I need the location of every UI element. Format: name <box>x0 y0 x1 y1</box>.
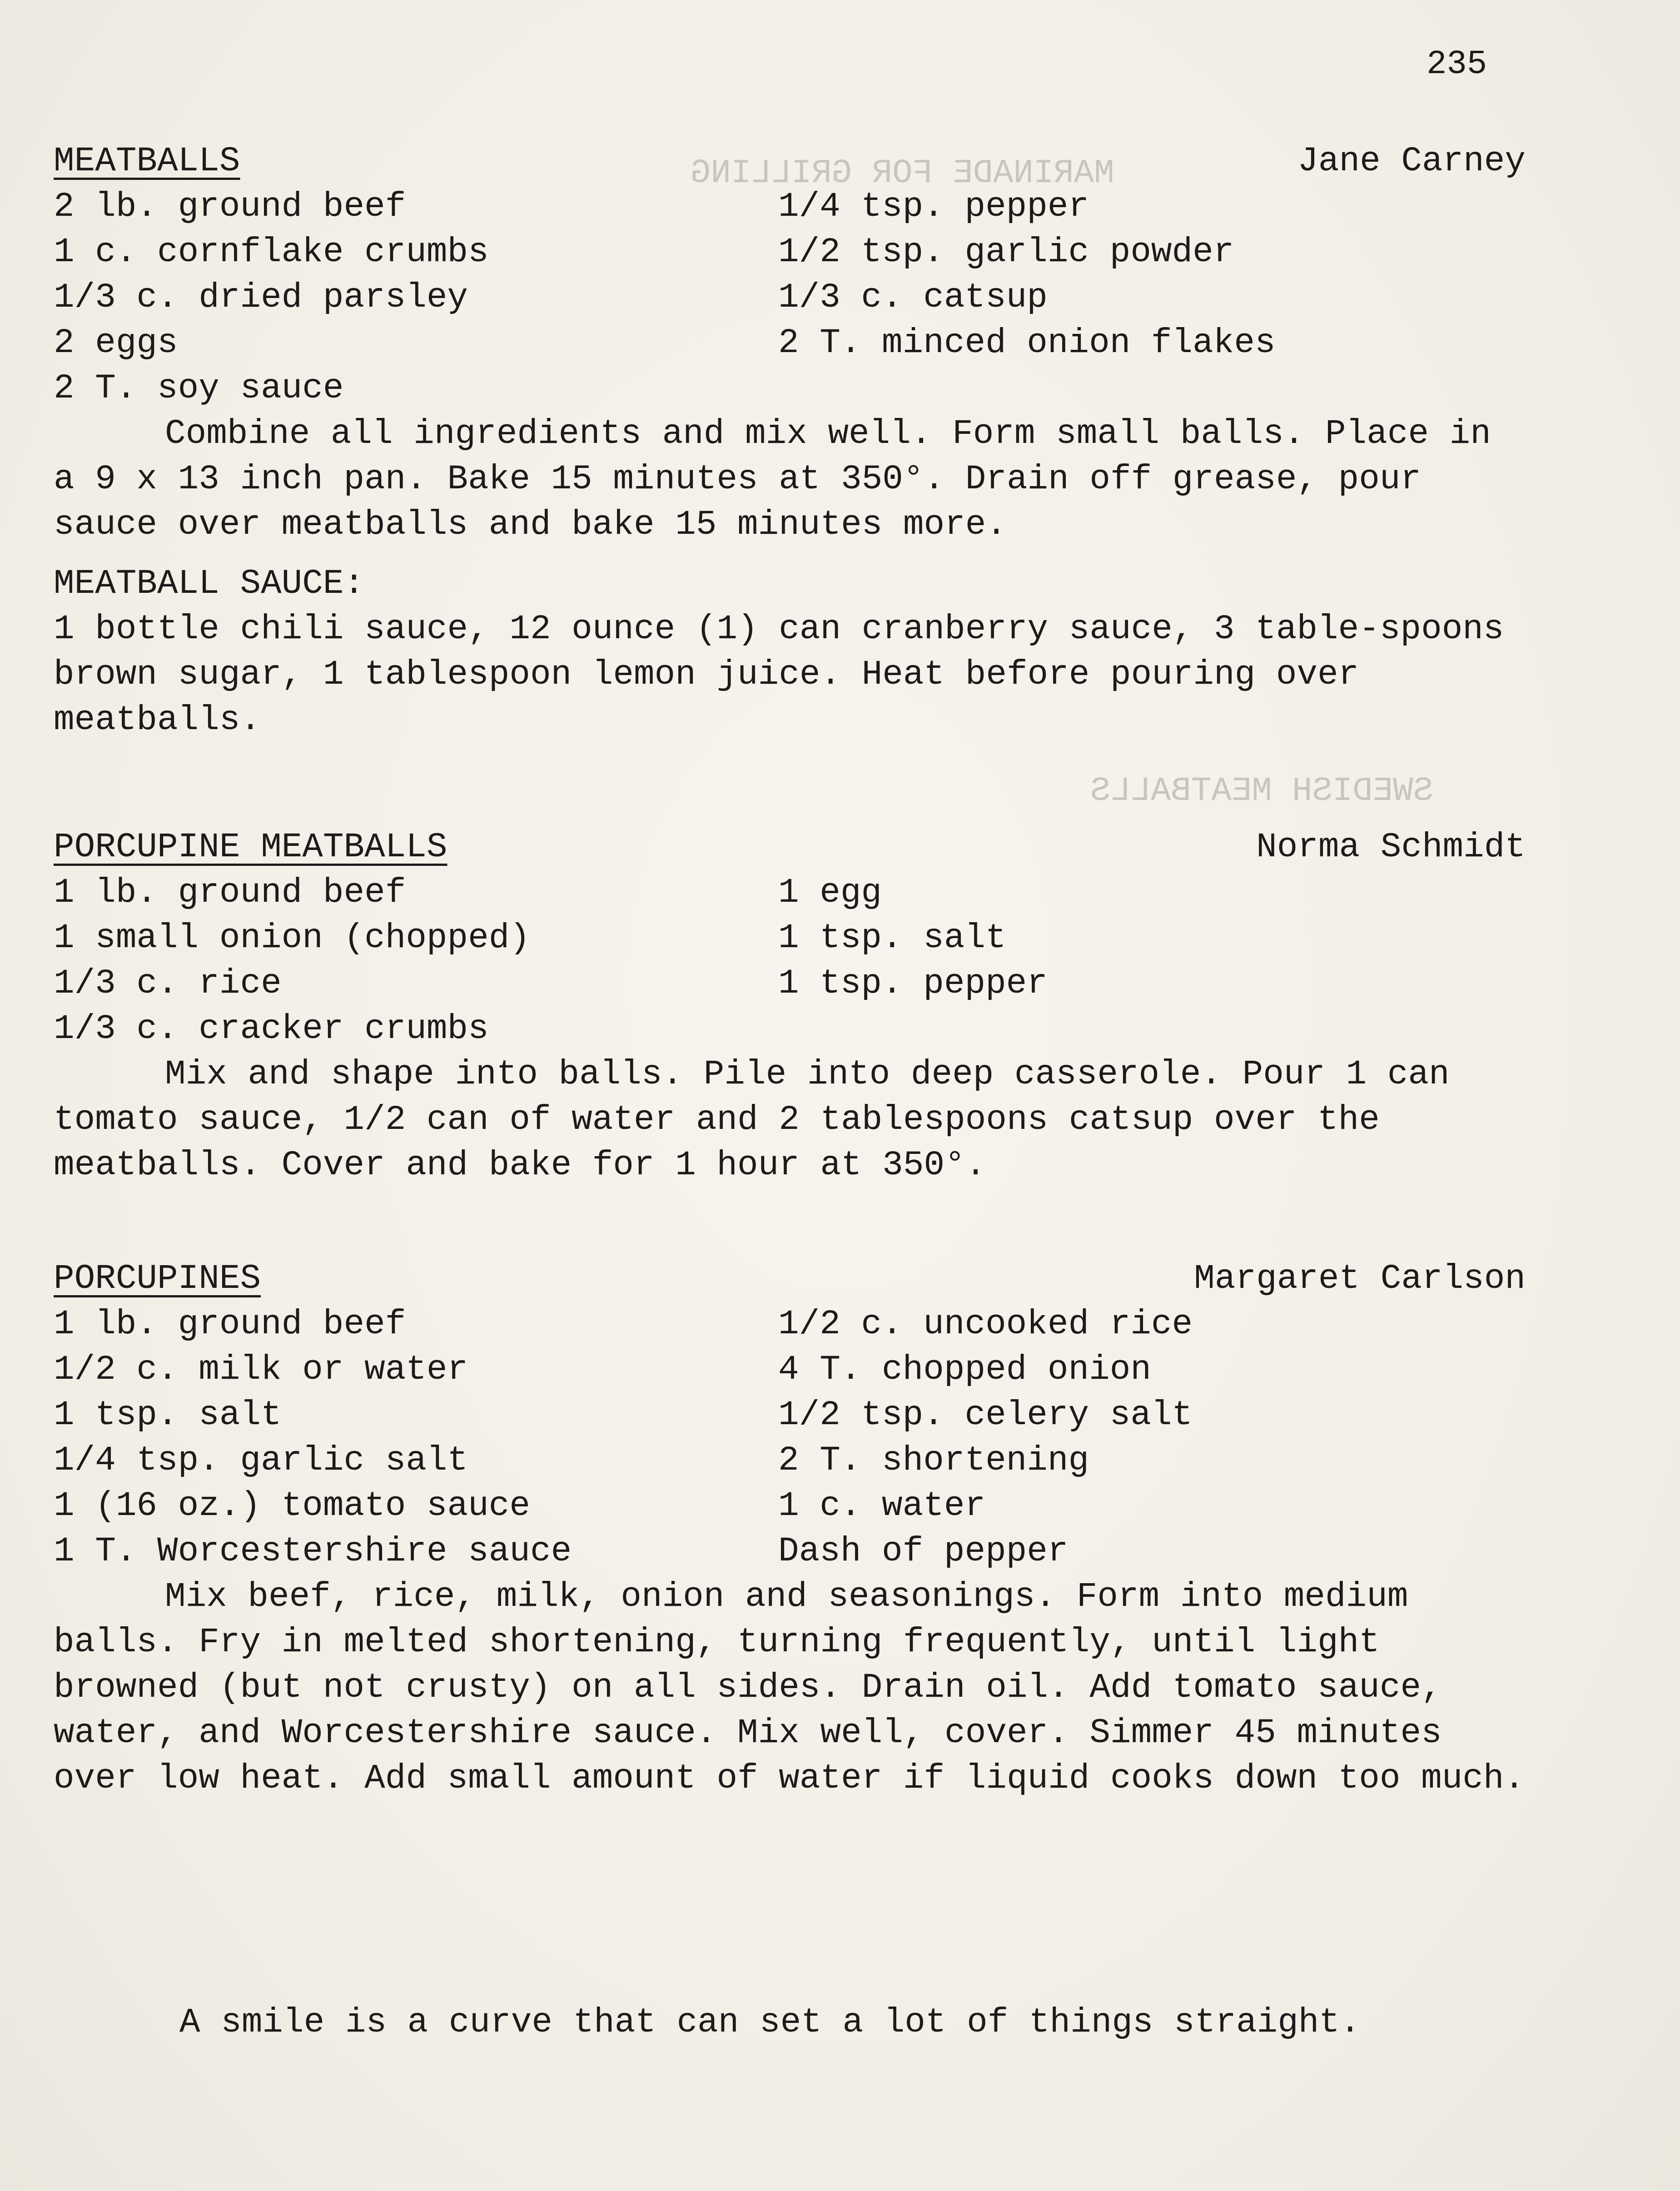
ingredient: 1 small onion (chopped) <box>54 919 530 958</box>
recipe-author: Norma Schmidt <box>1256 828 1526 867</box>
recipe-porcupines <box>54 1256 1526 1801</box>
recipe-title: PORCUPINES <box>54 1259 261 1298</box>
ingredient <box>778 1006 1526 1052</box>
ingredient: 1/4 tsp. pepper <box>778 187 1089 226</box>
recipe-author: Margaret Carlson <box>1194 1259 1526 1298</box>
ingredient: 1/2 c. uncooked rice <box>778 1305 1193 1344</box>
ingredient: 2 lb. ground beef <box>54 187 406 226</box>
sauce-directions: 1 bottle chili sauce, 12 ounce (1) can cranberry sauce, 3 table-spoons brown sugar, 1 tablespoon lemon juice. Heat before pouring over meatballs. <box>54 610 1504 740</box>
recipe-directions: Mix beef, rice, milk, onion and seasonings. Form into medium balls. Fry in melted shortening, turning frequently, until light browned (but not crusty) on all sides. Drain oil. Add tomato sauce, water, and Worcestershire sauce. Mix well, cover. Simmer 45 minutes over low heat. Add small amount of water if liquid cooks down too much. <box>54 1577 1525 1798</box>
ingredient-list <box>54 870 1526 1052</box>
ingredient: 1/2 tsp. garlic powder <box>778 233 1234 272</box>
recipe-porcupine-meatballs <box>54 825 1526 1188</box>
ingredient: 1 T. Worcestershire sauce <box>54 1532 572 1571</box>
recipe-author: Jane Carney <box>1297 142 1526 181</box>
bleed-through-decoration: SWEDISH MEATBALLS <box>1090 772 1433 810</box>
ingredient: 4 T. chopped onion <box>778 1350 1151 1389</box>
ingredient: 2 T. soy sauce <box>54 369 344 408</box>
recipe-title: PORCUPINE MEATBALLS <box>54 828 447 867</box>
footer-tip <box>179 1999 1524 2046</box>
ingredient: 1/4 tsp. garlic salt <box>54 1441 468 1480</box>
ingredient: 1/3 c. cracker crumbs <box>54 1009 489 1048</box>
ingredient: 1/3 c. catsup <box>778 278 1048 317</box>
ingredient: 1/3 c. dried parsley <box>54 278 468 317</box>
ingredient: 2 T. shortening <box>778 1441 1089 1480</box>
ingredient <box>778 366 1526 411</box>
recipe-directions: Mix and shape into balls. Pile into deep casserole. Pour 1 can tomato sauce, 1/2 can of water and 2 tablespoons catsup over the meatballs. Cover and bake for 1 hour at 350°. <box>54 1055 1450 1185</box>
ingredient: 1 tsp. salt <box>778 919 1006 958</box>
ingredient: Dash of pepper <box>778 1532 1069 1571</box>
ingredient: 1/2 c. milk or water <box>54 1350 468 1389</box>
recipe-header <box>54 1256 1526 1302</box>
ingredient: 1 (16 oz.) tomato sauce <box>54 1486 530 1525</box>
tip-text: A smile is a curve that can set a lot of things straight. <box>179 2003 1361 2042</box>
ingredient: 1 c. cornflake crumbs <box>54 233 489 272</box>
ingredient: 2 T. minced onion flakes <box>778 323 1276 363</box>
recipe-meatballs <box>54 139 1526 743</box>
bleed-through-decoration: MARINADE FOR GRILLING <box>691 154 1114 193</box>
ingredient-list <box>54 184 1526 411</box>
ingredient: 2 eggs <box>54 323 178 363</box>
ingredient: 1 tsp. pepper <box>778 964 1048 1003</box>
ingredient: 1 tsp. salt <box>54 1396 282 1435</box>
recipe-header <box>54 139 1526 184</box>
page-number: 235 <box>1427 45 1487 84</box>
recipe-directions: Combine all ingredients and mix well. Form small balls. Place in a 9 x 13 inch pan. Bake 15 minutes at 350°. Drain off grease, pour sauce over meatballs and bake 15 minutes more. <box>54 414 1491 544</box>
ingredient: 1/3 c. rice <box>54 964 282 1003</box>
ingredient: 1 egg <box>778 873 882 912</box>
recipe-header <box>54 825 1526 870</box>
sauce-title: MEATBALL SAUCE: <box>54 564 365 603</box>
ingredient-list <box>54 1302 1526 1574</box>
ingredient: 1/2 tsp. celery salt <box>778 1396 1193 1435</box>
ingredient: 1 lb. ground beef <box>54 873 406 912</box>
recipe-title: MEATBALLS <box>54 142 240 181</box>
ingredient: 1 c. water <box>778 1486 986 1525</box>
ingredient: 1 lb. ground beef <box>54 1305 406 1344</box>
